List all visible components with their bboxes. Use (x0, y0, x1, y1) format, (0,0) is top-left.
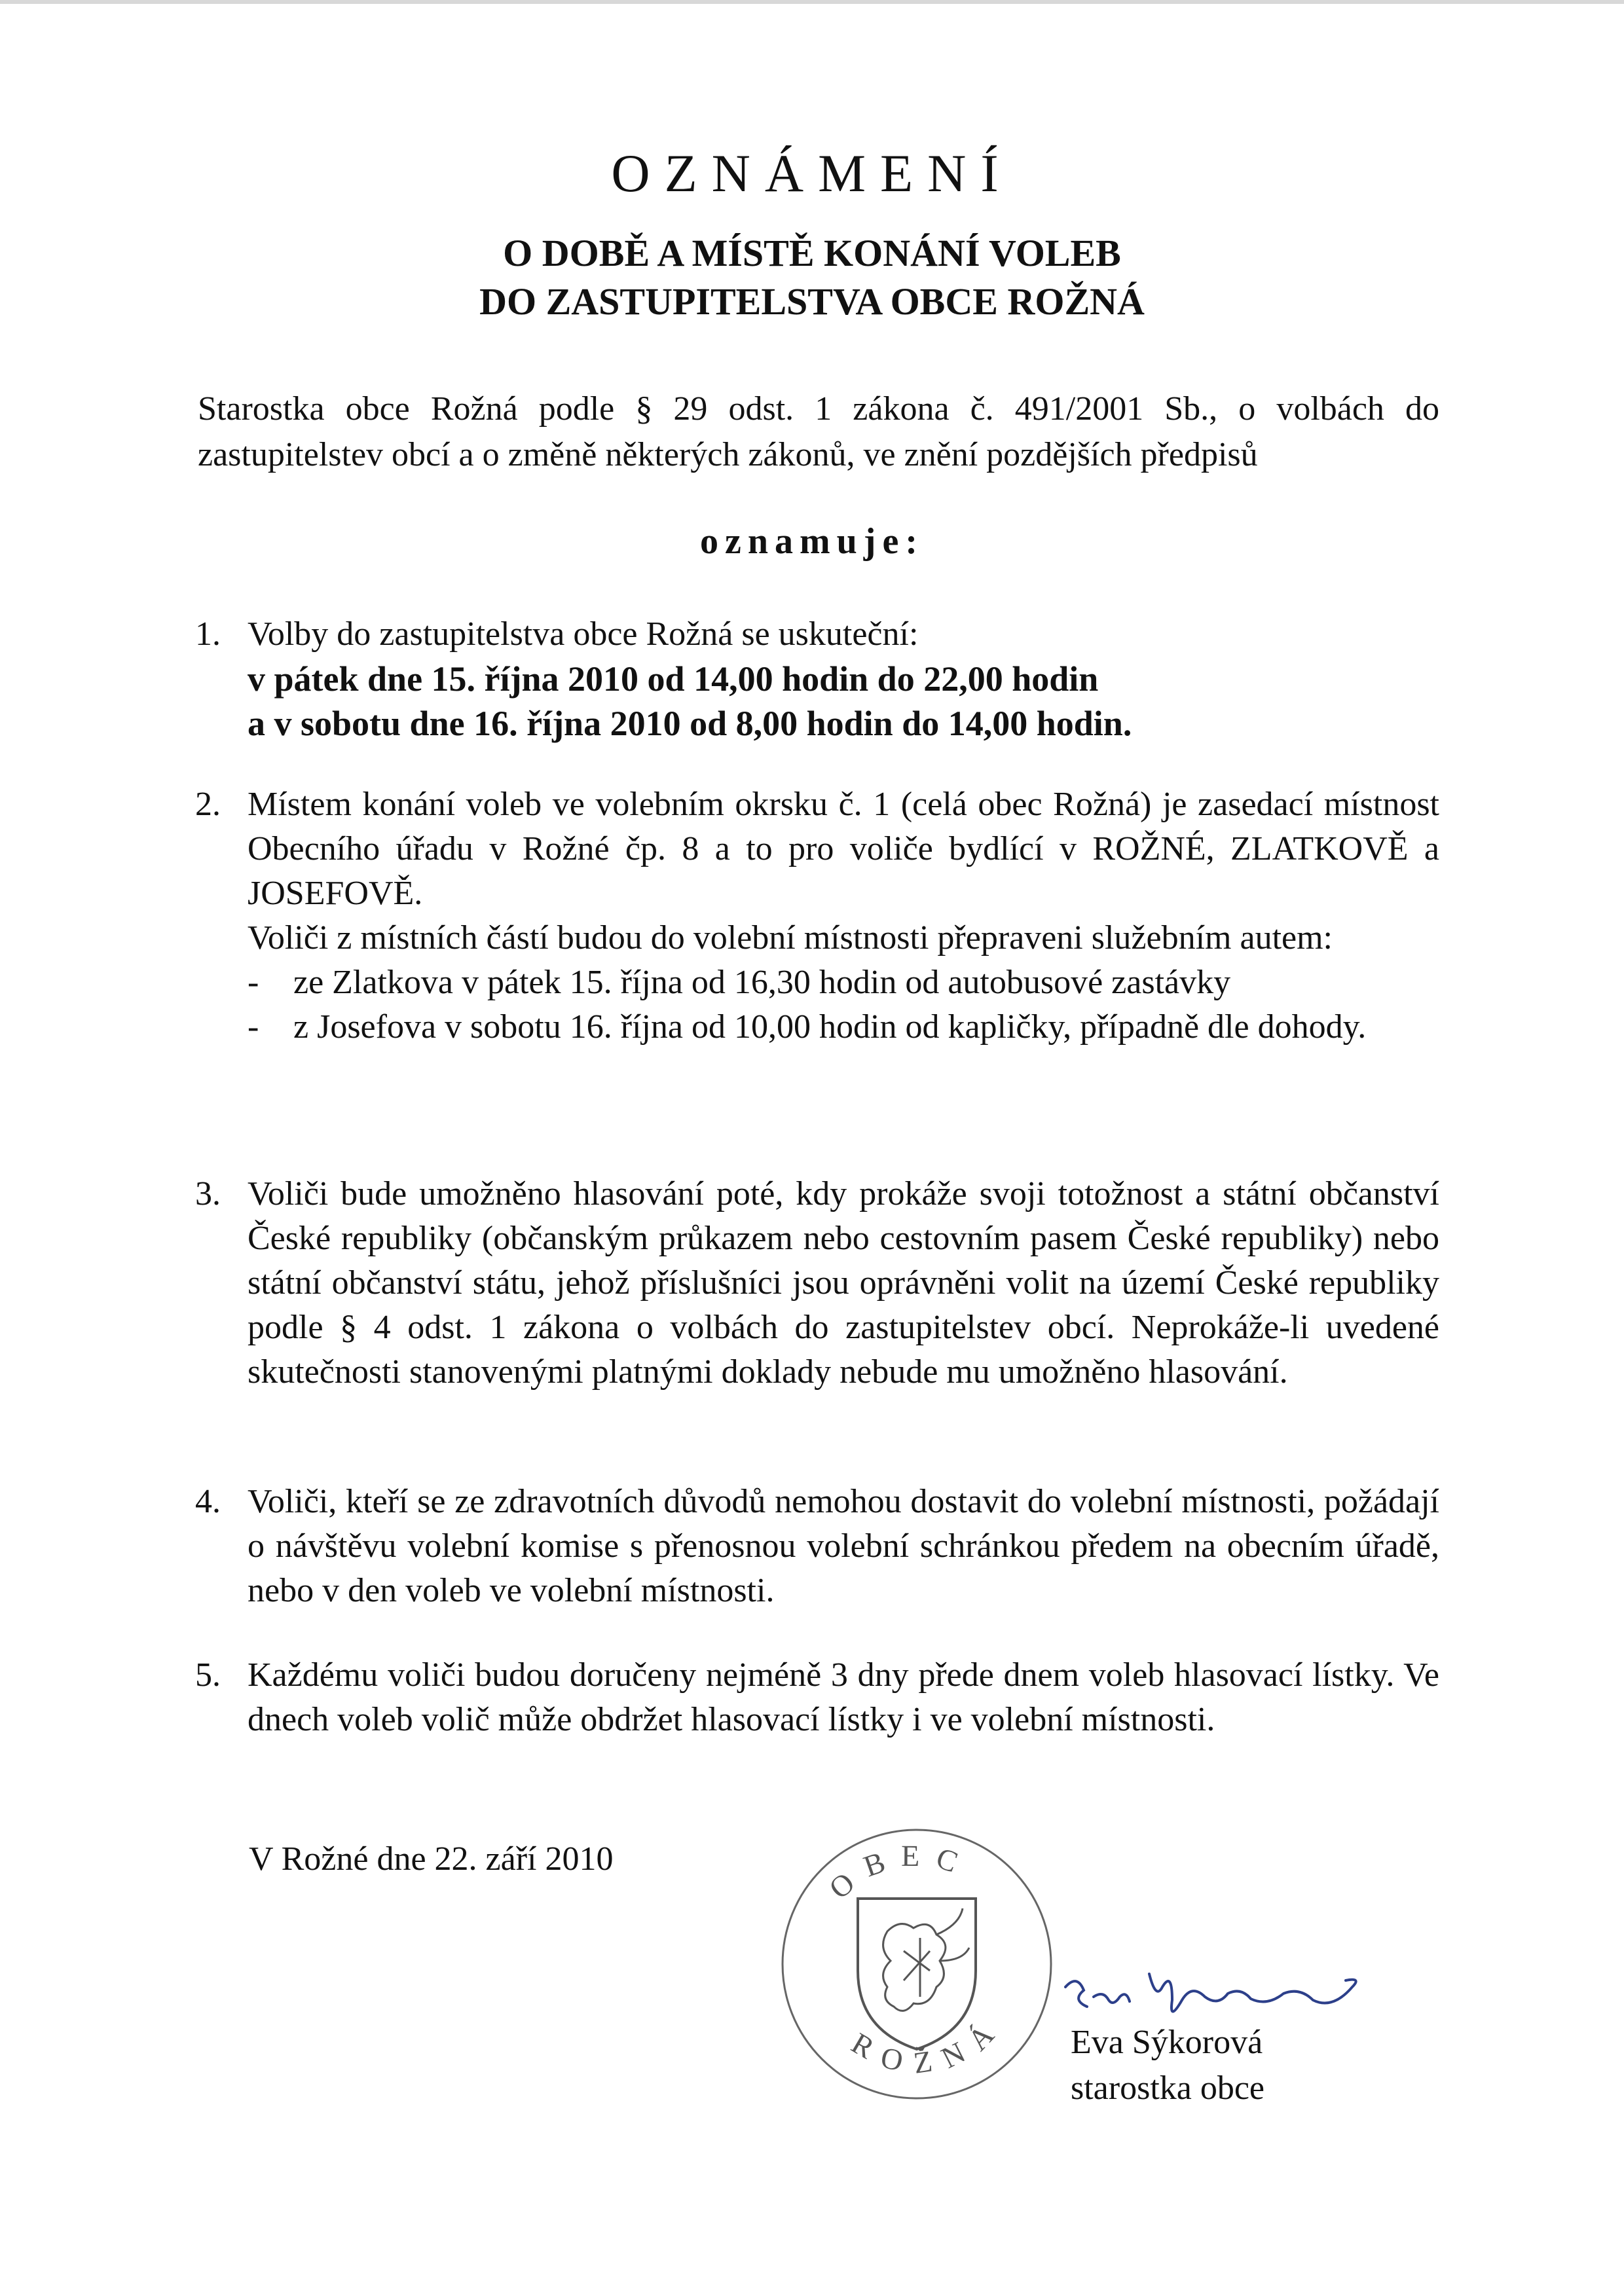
coat-of-arms-icon (858, 1899, 976, 2049)
announces-heading: oznamuje: (700, 521, 924, 562)
item-text: Volby do zastupitelstva obce Rožná se uskuteční: (248, 615, 919, 653)
election-date-saturday: a v sobotu dne 16. října 2010 od 8,00 hodin do 14,00 hodin. (248, 704, 1132, 743)
item-text-transport: Voliči z místních částí budou do volební místnosti přepraveni služebním autem: (248, 919, 1333, 957)
transport-zlatkov (248, 960, 1439, 1005)
item-text: Voliči bude umožněno hlasování poté, kdy prokáže svoji totožnost a státní občanství České republiky (občanským průkazem nebo cestovním pasem České republiky) nebo státní občanství státu, jehož příslušníci jsou oprávněni volit na území České republiky podle § 4 odst. 1 zákona o volbách do zastupitelstev obcí. Neprokáže-li uvedené skutečnosti stanovenými platnými doklady nebude mu umožněno hlasování. (248, 1175, 1439, 1391)
list-item-4 (195, 1480, 1439, 1613)
item-number: 5. (195, 1656, 221, 1694)
item-number: 1. (195, 615, 221, 653)
dash-bullet: - (248, 1008, 259, 1046)
item-text: Místem konání voleb ve volebním okrsku č. 1 (celá obec Rožná) je zasedací místnost Obecního úřadu v Rožné čp. 8 a to pro voliče bydlící v ROŽNÉ, ZLATKOVĚ a JOSEFOVĚ. (248, 786, 1439, 912)
transport-josefov (248, 1005, 1439, 1049)
item-number: 2. (195, 786, 221, 823)
intro-paragraph: Starostka obce Rožná podle § 29 odst. 1 zákona č. 491/2001 Sb., o volbách do zastupitelstev obcí a o změně některých zákonů, ve znění pozdějších předpisů (198, 390, 1439, 473)
signer-name: Eva Sýkorová (1071, 2024, 1263, 2061)
dash-bullet: - (248, 964, 259, 1001)
transport-josefov-text: z Josefova v sobotu 16. října od 10,00 hodin od kapličky, případně dle dohody. (293, 1008, 1367, 1046)
list-item-1 (195, 612, 1439, 746)
election-date-friday: v pátek dne 15. října 2010 od 14,00 hodin do 22,00 hodin (248, 659, 1099, 699)
item-number: 3. (195, 1175, 221, 1212)
stamp-bottom-text: ROŽNÁ (845, 2007, 1010, 2081)
municipal-stamp (773, 1820, 1061, 2108)
list-item-5 (195, 1653, 1439, 1742)
transport-zlatkov-text: ze Zlatkova v pátek 15. října od 16,30 hodin od autobusové zastávky (293, 964, 1231, 1001)
list-item-3 (195, 1172, 1439, 1394)
item-text: Voliči, kteří se ze zdravotních důvodů nemohou dostavit do volební místnosti, požádají o návštěvu volební komise s přenosnou volební schránkou předem na obecním úřadě, nebo v den voleb ve volební místnosti. (248, 1483, 1439, 1609)
document-title: OZNÁMENÍ (611, 143, 1013, 203)
document-subtitle-line2: DO ZASTUPITELSTVA OBCE ROŽNÁ (479, 280, 1145, 323)
document-subtitle-line1: O DOBĚ A MÍSTĚ KONÁNÍ VOLEB (503, 232, 1121, 274)
signer-role: starostka obce (1071, 2069, 1265, 2107)
item-text: Každému voliči budou doručeny nejméně 3 dny přede dnem voleb hlasovací lístky. Ve dnech voleb volič může obdržet hlasovací lístky i ve volební místnosti. (248, 1656, 1439, 1738)
item-number: 4. (195, 1483, 221, 1520)
list-item-2 (195, 782, 1439, 1049)
place-date-line: V Rožné dne 22. září 2010 (249, 1840, 614, 1878)
handwritten-signature (1058, 1961, 1365, 2033)
scan-edge (0, 0, 1624, 4)
stamp-top-text: OBEC (822, 1838, 976, 1906)
